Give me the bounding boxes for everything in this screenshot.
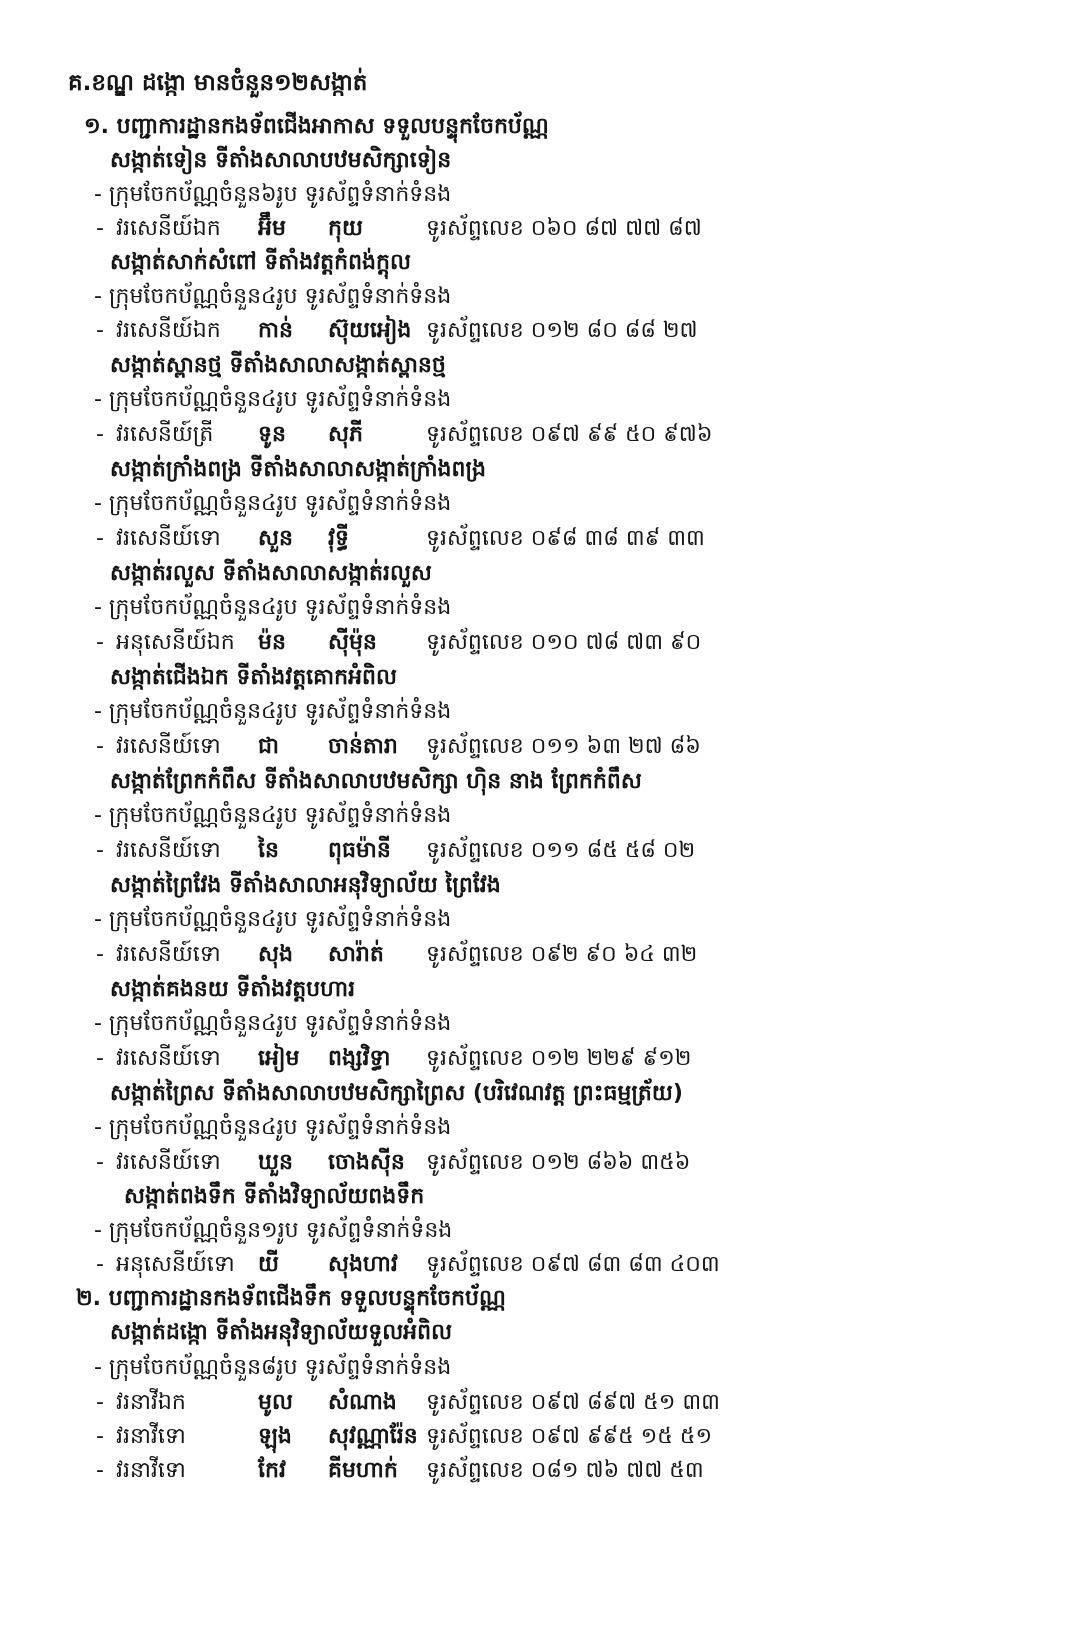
commune-location: សង្កាត់ទៀន ទីតាំងសាលាបឋមសិក្សាទៀន bbox=[110, 148, 452, 173]
contact-rank: វរនាវីឯក bbox=[116, 1390, 186, 1415]
contact-phone: ទូរស័ព្ទលេខ ០១១ ៦៣ ២៧ ៨៦ bbox=[426, 734, 701, 759]
contact-surname: យី bbox=[258, 1252, 279, 1277]
contact-rank: វរសេនីយ៍ឯក bbox=[116, 318, 221, 343]
distribution-team: - ក្រុមចែកប័ណ្ណចំនួន៤រូប ទូរស័ព្ទទំនាក់ទំនង bbox=[94, 1011, 452, 1036]
distribution-team: - ក្រុមចែកប័ណ្ណចំនួន៤រូប ទូរស័ព្ទទំនាក់ទំនង bbox=[94, 1115, 452, 1140]
contact-given-name: កុយ bbox=[328, 216, 363, 241]
contact-rank: វរសេនីយ៍ទោ bbox=[116, 942, 221, 967]
contact-row bbox=[0, 1044, 1079, 1074]
contact-dash: - bbox=[96, 838, 104, 863]
commune-location: សង្កាត់ព្រែកកំពឹស ទីតាំងសាលាបឋមសិក្សា ហ៊ិន នាង ព្រែកកំពឹស bbox=[110, 769, 642, 794]
contact-given-name: ស៊ីម៉ុន bbox=[328, 630, 377, 655]
contact-row bbox=[0, 732, 1079, 762]
contact-surname: សុង bbox=[258, 942, 293, 967]
commune-location: សង្កាត់ពងទឹក ទីតាំងវិទ្យាល័យពងទឹក bbox=[124, 1184, 425, 1209]
contact-rank: វរសេនីយ៍ទោ bbox=[116, 1046, 221, 1071]
contact-surname: នៃ bbox=[258, 838, 279, 863]
contact-surname: ម៉ន bbox=[258, 630, 286, 655]
commune-location: សង្កាត់ជើងឯក ទីតាំងវត្តគោកអំពិល bbox=[110, 665, 397, 690]
commune-location: សង្កាត់ស្ពានថ្ម ទីតាំងសាលាសង្កាត់ស្ពានថ្ម bbox=[110, 353, 446, 378]
contact-row bbox=[0, 628, 1079, 658]
commune-location: សង្កាត់ព្រៃវែង ទីតាំងសាលាអនុវិទ្យាល័យ ព្រៃវែង bbox=[110, 873, 501, 898]
contact-given-name: សារ៉ាត់ bbox=[328, 942, 384, 967]
contact-rank: វរសេនីយ៍ទោ bbox=[116, 526, 221, 551]
contact-rank: វរនាវីទោ bbox=[116, 1424, 186, 1449]
contact-dash: - bbox=[96, 1252, 104, 1277]
contact-rank: វរសេនីយ៍ឯក bbox=[116, 216, 221, 241]
contact-surname: អ៊ឹម bbox=[258, 216, 286, 241]
contact-row bbox=[0, 1422, 1079, 1452]
document-heading: គ.ខណ្ឌ ដង្កោ មានចំនួន១២សង្កាត់ bbox=[68, 70, 368, 96]
contact-given-name: សុភី bbox=[328, 422, 363, 447]
contact-phone: ទូរស័ព្ទលេខ ០៩៧ ៩៩ ៥០ ៩៧៦ bbox=[426, 422, 713, 447]
contact-row bbox=[0, 524, 1079, 554]
contact-phone: ទូរស័ព្ទលេខ ០១១ ៨៥ ៥៨ ០២ bbox=[426, 838, 696, 863]
contact-given-name: វុទ្ធី bbox=[328, 526, 349, 551]
contact-row bbox=[0, 1388, 1079, 1418]
contact-row bbox=[0, 836, 1079, 866]
distribution-team: - ក្រុមចែកប័ណ្ណចំនួន៤រូប ទូរស័ព្ទទំនាក់ទំនង bbox=[94, 699, 452, 724]
distribution-team: - ក្រុមចែកប័ណ្ណចំនួន៤រូប ទូរស័ព្ទទំនាក់ទំនង bbox=[94, 491, 452, 516]
contact-dash: - bbox=[96, 1390, 104, 1415]
commune-location: សង្កាត់ព្រៃស ទីតាំងសាលាបឋមសិក្សាព្រៃស (បរិវេណវត្ត ព្រះធម្មត្រ័យ) bbox=[110, 1081, 683, 1106]
contact-row bbox=[0, 940, 1079, 970]
contact-row bbox=[0, 1456, 1079, 1486]
contact-surname: មូល bbox=[258, 1390, 293, 1415]
contact-dash: - bbox=[96, 1424, 104, 1449]
distribution-team: - ក្រុមចែកប័ណ្ណចំនួន៤រូប ទូរស័ព្ទទំនាក់ទំនង bbox=[94, 595, 452, 620]
distribution-team: - ក្រុមចែកប័ណ្ណចំនួន៦រូប ទូរស័ព្ទទំនាក់ទំនង bbox=[94, 182, 452, 207]
contact-dash: - bbox=[96, 422, 104, 447]
contact-phone: ទូរស័ព្ទលេខ ០១២ ៨៦៦ ៣៥៦ bbox=[426, 1150, 691, 1175]
commune-location: សង្កាត់ក្រាំងពង្រ ទីតាំងសាលាសង្កាត់ក្រាំងពង្រ bbox=[110, 457, 487, 482]
contact-given-name: ពុធម៉ានី bbox=[328, 838, 391, 863]
contact-row bbox=[0, 316, 1079, 346]
contact-surname: ជា bbox=[258, 734, 279, 759]
contact-given-name: ចាន់តារា bbox=[328, 734, 398, 759]
contact-dash: - bbox=[96, 318, 104, 343]
contact-rank: វរនាវីទោ bbox=[116, 1458, 186, 1483]
contact-phone: ទូរស័ព្ទលេខ ០៩៧ ៨៩៧ ៥១ ៣៣ bbox=[426, 1390, 720, 1415]
contact-phone: ទូរស័ព្ទលេខ ០៦០ ៨៧ ៧៧ ៨៧ bbox=[426, 216, 702, 241]
contact-row bbox=[0, 1250, 1079, 1280]
contact-given-name: ពង្សវិទ្ធា bbox=[328, 1046, 391, 1071]
commune-location: សង្កាត់សាក់សំពៅ ទីតាំងវត្តកំពង់ក្តុល bbox=[110, 250, 411, 275]
contact-phone: ទូរស័ព្ទលេខ ០៩៧ ៨៣ ៨៣ ៤០៣ bbox=[426, 1252, 720, 1277]
contact-dash: - bbox=[96, 1458, 104, 1483]
contact-surname: សួន bbox=[258, 526, 293, 551]
contact-surname: ទូន bbox=[258, 422, 286, 447]
distribution-team: - ក្រុមចែកប័ណ្ណចំនួន៤រូប ទូរស័ព្ទទំនាក់ទំនង bbox=[94, 907, 452, 932]
contact-phone: ទូរស័ព្ទលេខ ០១២ ៨០ ៨៨ ២៧ bbox=[426, 318, 698, 343]
contact-rank: វរសេនីយ៍ត្រី bbox=[116, 422, 214, 447]
contact-dash: - bbox=[96, 1150, 104, 1175]
contact-rank: វរសេនីយ៍ទោ bbox=[116, 734, 221, 759]
contact-phone: ទូរស័ព្ទលេខ ០១២ ២២៩ ៩១២ bbox=[426, 1046, 692, 1071]
contact-dash: - bbox=[96, 942, 104, 967]
section-title: ១. បញ្ជាការដ្ឋានកងទ័ពជើងអាកាស ទទួលបន្ទុកចែកប័ណ្ណ bbox=[84, 114, 549, 139]
contact-phone: ទូរស័ព្ទលេខ ០៩២ ៩០ ៦៤ ៣២ bbox=[426, 942, 698, 967]
contact-dash: - bbox=[96, 526, 104, 551]
contact-phone: ទូរស័ព្ទលេខ ០៨១ ៧៦ ៧៧ ៥៣ bbox=[426, 1458, 704, 1483]
contact-surname: អៀម bbox=[258, 1046, 300, 1071]
contact-given-name: សុងហាវ bbox=[328, 1252, 398, 1277]
commune-location: សង្កាត់ដង្កោ ទីតាំងអនុវិទ្យាល័យទួលអំពិល bbox=[110, 1320, 453, 1345]
contact-rank: អនុសេនីយ៍ឯក bbox=[116, 630, 235, 655]
contact-phone: ទូរស័ព្ទលេខ ០៩៨ ៣៨ ៣៩ ៣៣ bbox=[426, 526, 705, 551]
contact-surname: កាន់ bbox=[258, 318, 293, 343]
contact-surname: ឃួន bbox=[258, 1150, 293, 1175]
contact-rank: វរសេនីយ៍ទោ bbox=[116, 838, 221, 863]
distribution-team: - ក្រុមចែកប័ណ្ណចំនួន១រូប ទូរស័ព្ទទំនាក់ទំនង bbox=[94, 1218, 453, 1243]
contact-dash: - bbox=[96, 734, 104, 759]
contact-given-name: សំណាង bbox=[328, 1390, 397, 1415]
contact-row bbox=[0, 1148, 1079, 1178]
distribution-team: - ក្រុមចែកប័ណ្ណចំនួន៤រូប ទូរស័ព្ទទំនាក់ទំនង bbox=[94, 284, 452, 309]
contact-dash: - bbox=[96, 216, 104, 241]
contact-surname: កែវ bbox=[258, 1458, 286, 1483]
commune-location: សង្កាត់រលួស ទីតាំងសាលាសង្កាត់រលួស bbox=[110, 561, 432, 586]
contact-surname: ឡុង bbox=[258, 1424, 292, 1449]
contact-phone: ទូរស័ព្ទលេខ ០១០ ៧៨ ៧៣ ៩០ bbox=[426, 630, 702, 655]
distribution-team: - ក្រុមចែកប័ណ្ណចំនួន៨រូប ទូរស័ព្ទទំនាក់ទំនង bbox=[94, 1355, 452, 1380]
contact-row bbox=[0, 214, 1079, 244]
section-title: ២. បញ្ជាការដ្ឋានកងទ័ពជើងទឹក ទទួលបន្ទុកចែកប័ណ្ណ bbox=[76, 1286, 506, 1311]
contact-phone: ទូរស័ព្ទលេខ ០៩៧ ៩៩៥ ១៥ ៥១ bbox=[426, 1424, 713, 1449]
commune-location: សង្កាត់គងនយ ទីតាំងវត្តបហារ bbox=[110, 977, 356, 1002]
contact-row bbox=[0, 420, 1079, 450]
distribution-team: - ក្រុមចែកប័ណ្ណចំនួន៤រូប ទូរស័ព្ទទំនាក់ទំនង bbox=[94, 387, 452, 412]
contact-dash: - bbox=[96, 630, 104, 655]
contact-given-name: គីមហាក់ bbox=[328, 1458, 398, 1483]
distribution-team: - ក្រុមចែកប័ណ្ណចំនួន៤រូប ទូរស័ព្ទទំនាក់ទំនង bbox=[94, 803, 452, 828]
contact-rank: វរសេនីយ៍ទោ bbox=[116, 1150, 221, 1175]
contact-given-name: ស៊ុយអៀង bbox=[328, 318, 412, 343]
contact-given-name: សុវណ្ណារ៉ែន bbox=[328, 1424, 418, 1449]
contact-rank: អនុសេនីយ៍ទោ bbox=[116, 1252, 235, 1277]
contact-dash: - bbox=[96, 1046, 104, 1071]
contact-given-name: ចោងស៊ីន bbox=[328, 1150, 405, 1175]
